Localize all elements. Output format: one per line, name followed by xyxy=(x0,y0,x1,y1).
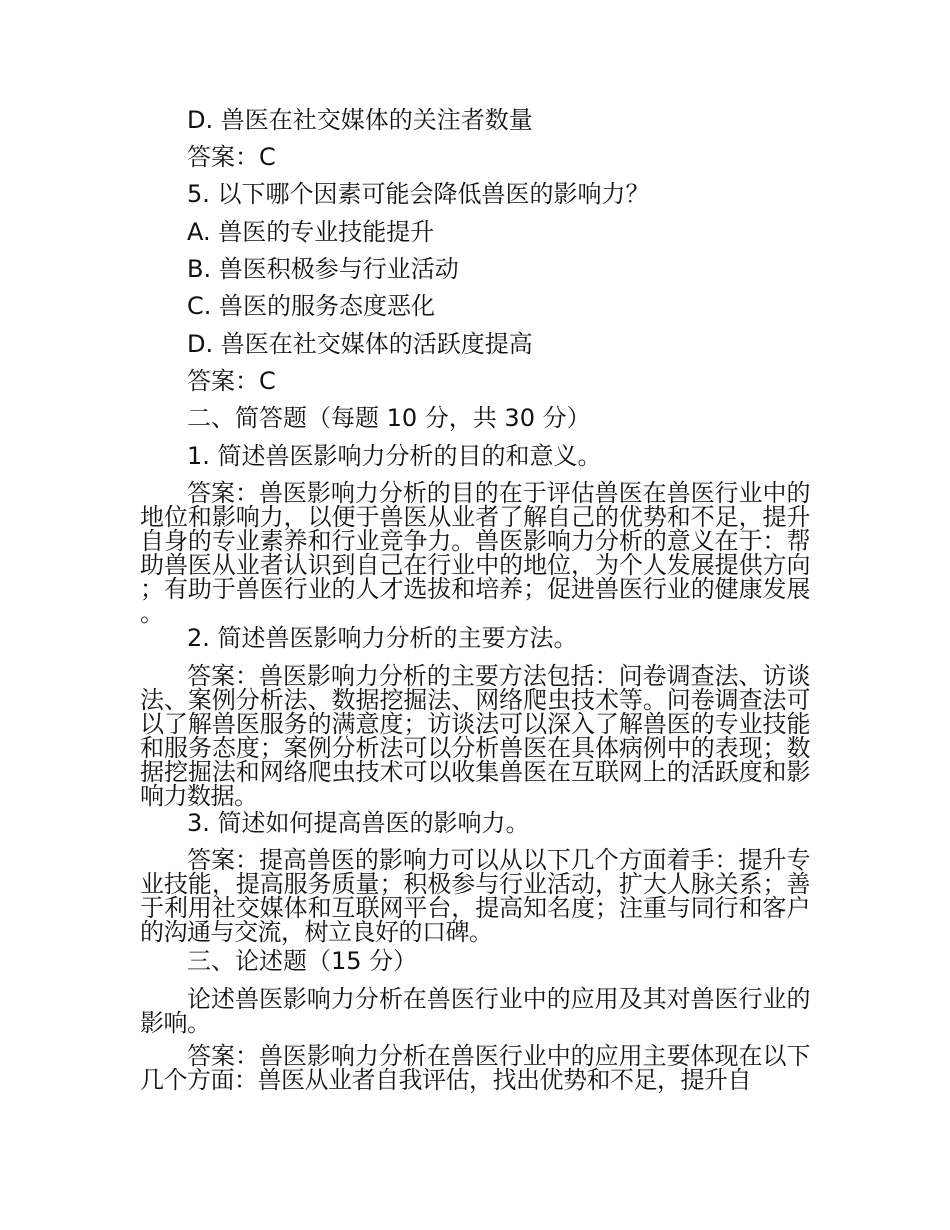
essay-question: 论述兽医影响力分析在兽医行业中的应用及其对兽医行业的影响。 xyxy=(140,985,810,1037)
option-a-q5: A. 兽医的专业技能提升 xyxy=(187,218,435,246)
short-question-1: 1. 简述兽医影响力分析的目的和意义。 xyxy=(187,442,602,470)
option-d-q4: D. 兽医在社交媒体的关注者数量 xyxy=(187,106,533,134)
question-5: 5. 以下哪个因素可能会降低兽医的影响力？ xyxy=(187,180,650,208)
essay-answer: 答案：兽医影响力分析在兽医行业中的应用主要体现在以下几个方面：兽医从业者自我评估，找出优势和不足，提升自 xyxy=(140,1042,810,1094)
short-question-2: 2. 简述兽医影响力分析的主要方法。 xyxy=(187,624,578,652)
short-answer-1: 答案：兽医影响力分析的目的在于评估兽医在兽医行业中的地位和影响力，以便于兽医从业者了解自己的优势和不足，提升自身的专业素养和行业竞争力。兽医影响力分析的意义在于：帮助兽医从业者认识到自己在行业中的地位，为个人发展提供方向；有助于兽医行业的人才选拔和培养；促进兽医行业的健康发展。 xyxy=(140,479,810,627)
section-2-heading: 二、简答题（每题 10 分，共 30 分） xyxy=(187,404,591,432)
short-answer-3: 答案：提高兽医的影响力可以从以下几个方面着手：提升专业技能，提高服务质量；积极参与行业活动，扩大人脉关系；善于利用社交媒体和互联网平台，提高知名度；注重与同行和客户的沟通与交流，树立良好的口碑。 xyxy=(140,846,810,946)
short-question-3: 3. 简述如何提高兽医的影响力。 xyxy=(187,809,530,837)
short-answer-2: 答案：兽医影响力分析的主要方法包括：问卷调查法、访谈法、案例分析法、数据挖掘法、网络爬虫技术等。问卷调查法可以了解兽医服务的满意度；访谈法可以深入了解兽医的专业技能和服务态度；案例分析法可以分析兽医在具体病例中的表现；数据挖掘法和网络爬虫技术可以收集兽医在互联网上的活跃度和影响力数据。 xyxy=(140,662,810,810)
answer-q4: 答案：C xyxy=(187,143,276,171)
option-d-q5: D. 兽医在社交媒体的活跃度提高 xyxy=(187,330,533,358)
option-b-q5: B. 兽医积极参与行业活动 xyxy=(187,255,459,283)
option-c-q5: C. 兽医的服务态度恶化 xyxy=(187,292,436,320)
section-3-heading: 三、论述题（15 分） xyxy=(187,947,418,975)
answer-q5: 答案：C xyxy=(187,367,276,395)
